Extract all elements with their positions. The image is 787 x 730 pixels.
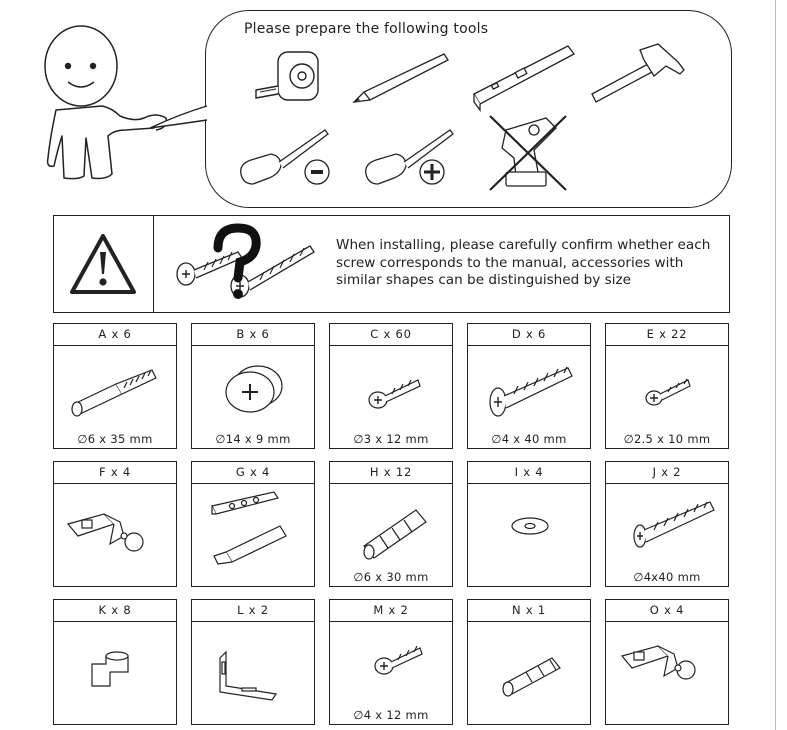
part-e-drawing xyxy=(606,346,728,428)
part-size: ∅3 x 12 mm xyxy=(353,432,429,446)
part-size: ∅2.5 x 10 mm xyxy=(623,432,711,446)
part-label: E x 22 xyxy=(606,324,728,346)
part-label: B x 6 xyxy=(192,324,314,346)
part-o-drawing xyxy=(606,622,728,704)
page-edge-rule xyxy=(775,0,776,730)
part-cell-e xyxy=(605,323,729,449)
part-n-drawing xyxy=(468,622,590,704)
part-i-drawing xyxy=(468,484,590,566)
hammer-icon xyxy=(588,42,688,106)
part-label: M x 2 xyxy=(330,600,452,622)
part-cell-f xyxy=(53,461,177,587)
part-b-drawing xyxy=(192,346,314,428)
part-size: ∅6 x 30 mm xyxy=(353,570,429,584)
flathead-screwdriver-icon xyxy=(235,126,345,190)
part-cell-i xyxy=(467,461,591,587)
tools-title: Please prepare the following tools xyxy=(244,21,489,37)
part-cell-n xyxy=(467,599,591,725)
question-screws-icon xyxy=(168,222,318,304)
part-cell-k xyxy=(53,599,177,725)
tape-measure-icon xyxy=(250,48,322,108)
notice-divider xyxy=(153,215,154,312)
part-cell-g xyxy=(191,461,315,587)
speech-bubble-tail xyxy=(150,100,210,140)
part-l-drawing xyxy=(192,622,314,704)
notice-text: When installing, please carefully confirm whether each screw corresponds to the manual, accessories with similar shapes can be distinguished by size xyxy=(336,237,711,288)
part-label: F x 4 xyxy=(54,462,176,484)
part-label: O x 4 xyxy=(606,600,728,622)
part-label: H x 12 xyxy=(330,462,452,484)
part-cell-a xyxy=(53,323,177,449)
part-f-drawing xyxy=(54,484,176,566)
part-label: A x 6 xyxy=(54,324,176,346)
part-m-drawing xyxy=(330,622,452,704)
part-label: G x 4 xyxy=(192,462,314,484)
part-cell-m xyxy=(329,599,453,725)
part-k-drawing xyxy=(54,622,176,704)
part-size: ∅14 x 9 mm xyxy=(215,432,291,446)
part-label: I x 4 xyxy=(468,462,590,484)
part-label: D x 6 xyxy=(468,324,590,346)
part-a-drawing xyxy=(54,346,176,428)
part-g-drawing xyxy=(192,484,314,566)
spirit-level-icon xyxy=(470,40,576,112)
part-label: K x 8 xyxy=(54,600,176,622)
part-cell-h xyxy=(329,461,453,587)
part-cell-c xyxy=(329,323,453,449)
pencil-icon xyxy=(350,50,450,108)
warning-triangle-icon xyxy=(68,232,138,296)
part-label: L x 2 xyxy=(192,600,314,622)
part-size: ∅6 x 35 mm xyxy=(77,432,153,446)
part-d-drawing xyxy=(468,346,590,428)
part-label: J x 2 xyxy=(606,462,728,484)
part-label: N x 1 xyxy=(468,600,590,622)
part-size: ∅4 x 12 mm xyxy=(353,708,429,722)
part-cell-l xyxy=(191,599,315,725)
part-c-drawing xyxy=(330,346,452,428)
part-cell-d xyxy=(467,323,591,449)
part-size: ∅4 x 40 mm xyxy=(491,432,567,446)
part-cell-o xyxy=(605,599,729,725)
part-label: C x 60 xyxy=(330,324,452,346)
part-h-drawing xyxy=(330,484,452,566)
phillips-screwdriver-icon xyxy=(360,126,470,190)
part-cell-j xyxy=(605,461,729,587)
part-j-drawing xyxy=(606,484,728,566)
part-cell-b xyxy=(191,323,315,449)
power-drill-not-allowed-icon xyxy=(486,110,572,194)
part-size: ∅4x40 mm xyxy=(633,570,701,584)
